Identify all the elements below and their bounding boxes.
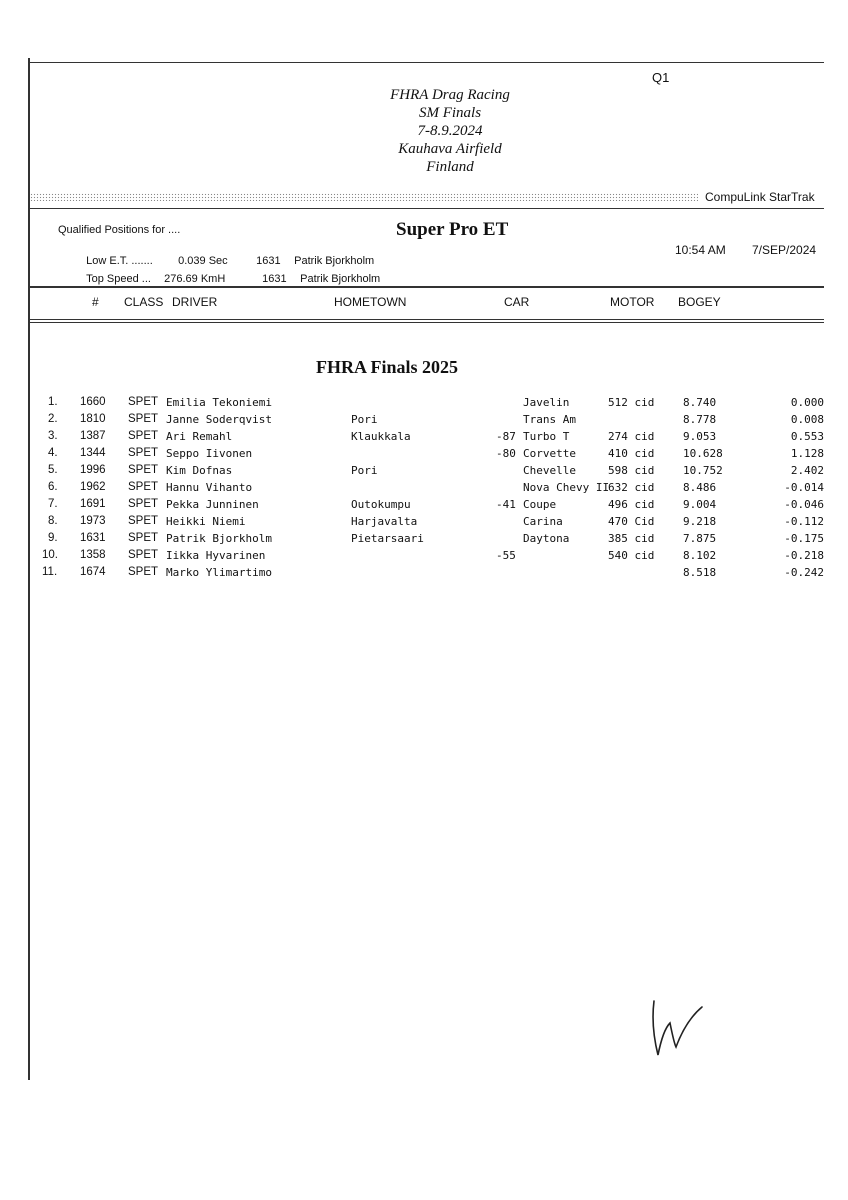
car: Javelin — [523, 396, 570, 409]
position: 10. — [42, 549, 58, 561]
column-header-bogey: BOGEY — [678, 295, 721, 309]
driver: Marko Ylimartimo — [166, 566, 272, 579]
car-number: 1344 — [80, 447, 106, 459]
column-header-number: # — [92, 295, 99, 309]
column-header-driver: DRIVER — [172, 295, 218, 309]
report-date: 7/SEP/2024 — [752, 243, 817, 257]
car: Coupe — [523, 498, 557, 511]
motor: 598 cid — [608, 464, 655, 477]
table-row — [0, 498, 848, 515]
columns-bottom-rule — [28, 319, 824, 320]
handwritten-signature — [648, 995, 708, 1065]
class: SPET — [128, 447, 159, 459]
hometown: Outokumpu — [351, 498, 411, 511]
car-number: 1631 — [80, 532, 106, 544]
car: Daytona — [523, 532, 570, 545]
table-row — [0, 447, 848, 464]
dotted-band — [30, 193, 698, 201]
class: SPET — [128, 464, 159, 476]
car-number: 1358 — [80, 549, 106, 561]
position: 1. — [48, 396, 58, 408]
columns-top-rule — [28, 286, 824, 288]
low-et-car-number: 1631 — [256, 255, 281, 267]
top-speed-label: Top Speed ... — [86, 273, 151, 285]
driver: Ari Remahl — [166, 430, 233, 443]
car-number: 1674 — [80, 566, 106, 578]
car: Nova Chevy II — [523, 481, 610, 494]
car-year: -87 — [496, 430, 516, 443]
class: SPET — [128, 515, 159, 527]
motor: 496 cid — [608, 498, 655, 511]
top-speed-car-number: 1631 — [262, 273, 287, 285]
difference: 2.402 — [790, 464, 824, 477]
motor: 470 Cid — [608, 515, 655, 528]
page-tag: Q1 — [652, 70, 670, 85]
header-divider — [28, 208, 824, 209]
position: 4. — [48, 447, 58, 459]
car-number: 1973 — [80, 515, 106, 527]
table-row — [0, 413, 848, 430]
car-number: 1810 — [80, 413, 106, 425]
difference: -0.242 — [784, 566, 824, 579]
columns-bottom-rule-2 — [28, 322, 824, 323]
car: Turbo T — [523, 430, 570, 443]
hometown: Pori — [351, 464, 378, 477]
driver: Kim Dofnas — [166, 464, 233, 477]
class: SPET — [128, 413, 159, 425]
top-speed-value: 276.69 KmH — [164, 273, 226, 285]
position: 9. — [48, 532, 58, 544]
class: SPET — [128, 566, 159, 578]
driver: Heikki Niemi — [166, 515, 246, 528]
car-year: -41 — [496, 498, 516, 511]
position: 3. — [48, 430, 58, 442]
bogey: 10.752 — [683, 464, 723, 477]
difference: -0.112 — [784, 515, 824, 528]
bogey: 9.004 — [683, 498, 717, 511]
table-row — [0, 549, 848, 566]
header-line: 7-8.9.2024 — [417, 123, 483, 139]
driver: Emilia Tekoniemi — [166, 396, 272, 409]
driver: Hannu Vihanto — [166, 481, 253, 494]
results-table — [0, 396, 848, 583]
header-line: Finland — [426, 159, 474, 175]
bogey: 10.628 — [683, 447, 723, 460]
column-header-motor: MOTOR — [610, 295, 655, 309]
class: SPET — [128, 481, 159, 493]
event-title: Super Pro ET — [396, 219, 509, 240]
difference: -0.014 — [784, 481, 824, 494]
driver: Seppo Iivonen — [166, 447, 253, 460]
position: 2. — [48, 413, 58, 425]
table-row — [0, 481, 848, 498]
car: Carina — [523, 515, 563, 528]
results-subtitle: FHRA Finals 2025 — [316, 357, 459, 377]
hometown: Klaukkala — [351, 430, 411, 443]
top-speed-record — [80, 261, 380, 285]
car: Trans Am — [523, 413, 576, 426]
car: Chevelle — [523, 464, 576, 477]
bogey: 9.218 — [683, 515, 717, 528]
class: SPET — [128, 498, 159, 510]
bogey: 8.102 — [683, 549, 717, 562]
software-brand: CompuLink StarTrak — [705, 190, 815, 204]
motor: 512 cid — [608, 396, 655, 409]
header-line: Kauhava Airfield — [398, 141, 502, 157]
motor: 385 cid — [608, 532, 655, 545]
difference: -0.046 — [784, 498, 824, 511]
column-header-class: CLASS — [124, 295, 164, 309]
bogey: 8.740 — [683, 396, 717, 409]
car-year: -55 — [496, 549, 516, 562]
car-number: 1660 — [80, 396, 106, 408]
motor: 632 cid — [608, 481, 655, 494]
header-line: FHRA Drag Racing — [390, 87, 510, 103]
difference: 1.128 — [790, 447, 824, 460]
position: 7. — [48, 498, 58, 510]
position: 8. — [48, 515, 58, 527]
bogey: 8.486 — [683, 481, 717, 494]
car-number: 1387 — [80, 430, 106, 442]
car-year: -80 — [496, 447, 516, 460]
class: SPET — [128, 549, 159, 561]
driver: Patrik Bjorkholm — [166, 532, 272, 545]
car-number: 1962 — [80, 481, 106, 493]
driver: Iikka Hyvarinen — [166, 549, 266, 562]
bogey: 7.875 — [683, 532, 717, 545]
qualified-label: Qualified Positions for .... — [58, 224, 181, 236]
hometown: Pietarsaari — [351, 532, 424, 545]
top-speed-driver: Patrik Bjorkholm — [300, 273, 381, 285]
low-et-label: Low E.T. ....... — [86, 255, 153, 267]
difference: -0.175 — [784, 532, 824, 545]
low-et-driver: Patrik Bjorkholm — [294, 255, 375, 267]
header-line: SM Finals — [418, 105, 482, 121]
driver: Pekka Junninen — [166, 498, 259, 511]
hometown: Harjavalta — [351, 515, 418, 528]
report-time: 10:54 AM — [675, 243, 726, 257]
column-header-car: CAR — [504, 295, 530, 309]
difference: 0.000 — [790, 396, 824, 409]
difference: 0.008 — [790, 413, 824, 426]
position: 6. — [48, 481, 58, 493]
table-row — [0, 566, 848, 583]
event-header — [340, 86, 560, 176]
car-number: 1691 — [80, 498, 106, 510]
motor: 540 cid — [608, 549, 655, 562]
table-row — [0, 515, 848, 532]
bogey: 8.518 — [683, 566, 717, 579]
position: 11. — [42, 566, 58, 578]
table-row — [0, 464, 848, 481]
difference: 0.553 — [790, 430, 824, 443]
table-row — [0, 430, 848, 447]
class: SPET — [128, 430, 159, 442]
top-border — [28, 62, 824, 63]
car: Corvette — [523, 447, 576, 460]
bogey: 9.053 — [683, 430, 717, 443]
driver: Janne Soderqvist — [166, 413, 272, 426]
table-row — [0, 532, 848, 549]
motor: 410 cid — [608, 447, 655, 460]
class: SPET — [128, 396, 159, 408]
car-number: 1996 — [80, 464, 106, 476]
hometown: Pori — [351, 413, 378, 426]
low-et-value: 0.039 Sec — [178, 255, 228, 267]
column-header-hometown: HOMETOWN — [334, 295, 407, 309]
class: SPET — [128, 532, 159, 544]
motor: 274 cid — [608, 430, 655, 443]
table-row — [0, 396, 848, 413]
position: 5. — [48, 464, 58, 476]
difference: -0.218 — [784, 549, 824, 562]
bogey: 8.778 — [683, 413, 717, 426]
